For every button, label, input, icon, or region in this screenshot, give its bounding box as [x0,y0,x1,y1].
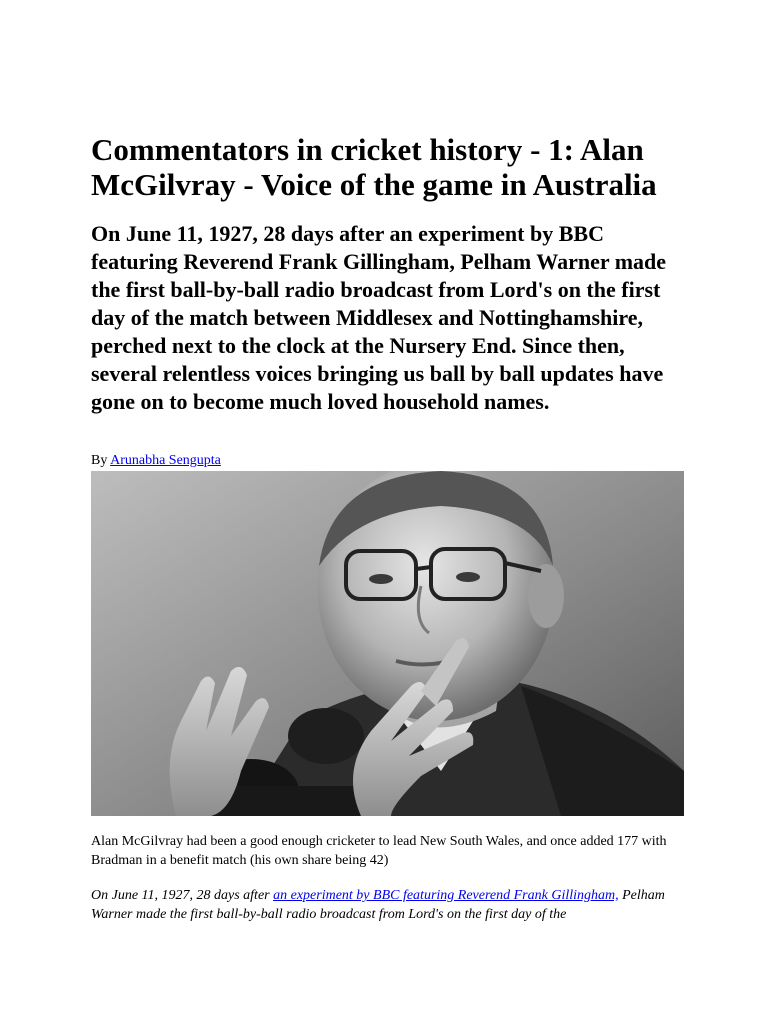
article-title: Commentators in cricket history - 1: Alan McGilvray - Voice of the game in Australia [91,132,657,202]
body-rest: Pelham Warner made the first ball-by-ball radio broadcast from Lord's on the first day of the [91,888,665,922]
article-lead: On June 11, 1927, 28 days after an experiment by BBC featuring Reverend Frank Gillingham, Pelham Warner made the first ball-by-ball radio broadcast from Lord's on the first day of the match between Middlesex and Nottinghamshire, perched next to the clock at the Nursery End. Since then, several relentless voices bringing us ball by ball updates have gone on to become much loved household names. [91,221,667,414]
byline-prefix: By [91,453,111,468]
experiment-link[interactable]: an experiment by BBC featuring Reverend Frank Gillingham, [273,888,619,903]
article-body-paragraph [91,886,691,924]
body-prefix: On June 11, 1927, 28 days after [91,888,274,903]
photo-caption: Alan McGilvray had been a good enough cricketer to lead New South Wales, and once added 177 with Bradman in a benefit match (his own share being 42) [91,834,667,868]
author-link[interactable]: Arunabha Sengupta [110,453,221,468]
article-photo [91,471,684,816]
byline [91,452,221,470]
